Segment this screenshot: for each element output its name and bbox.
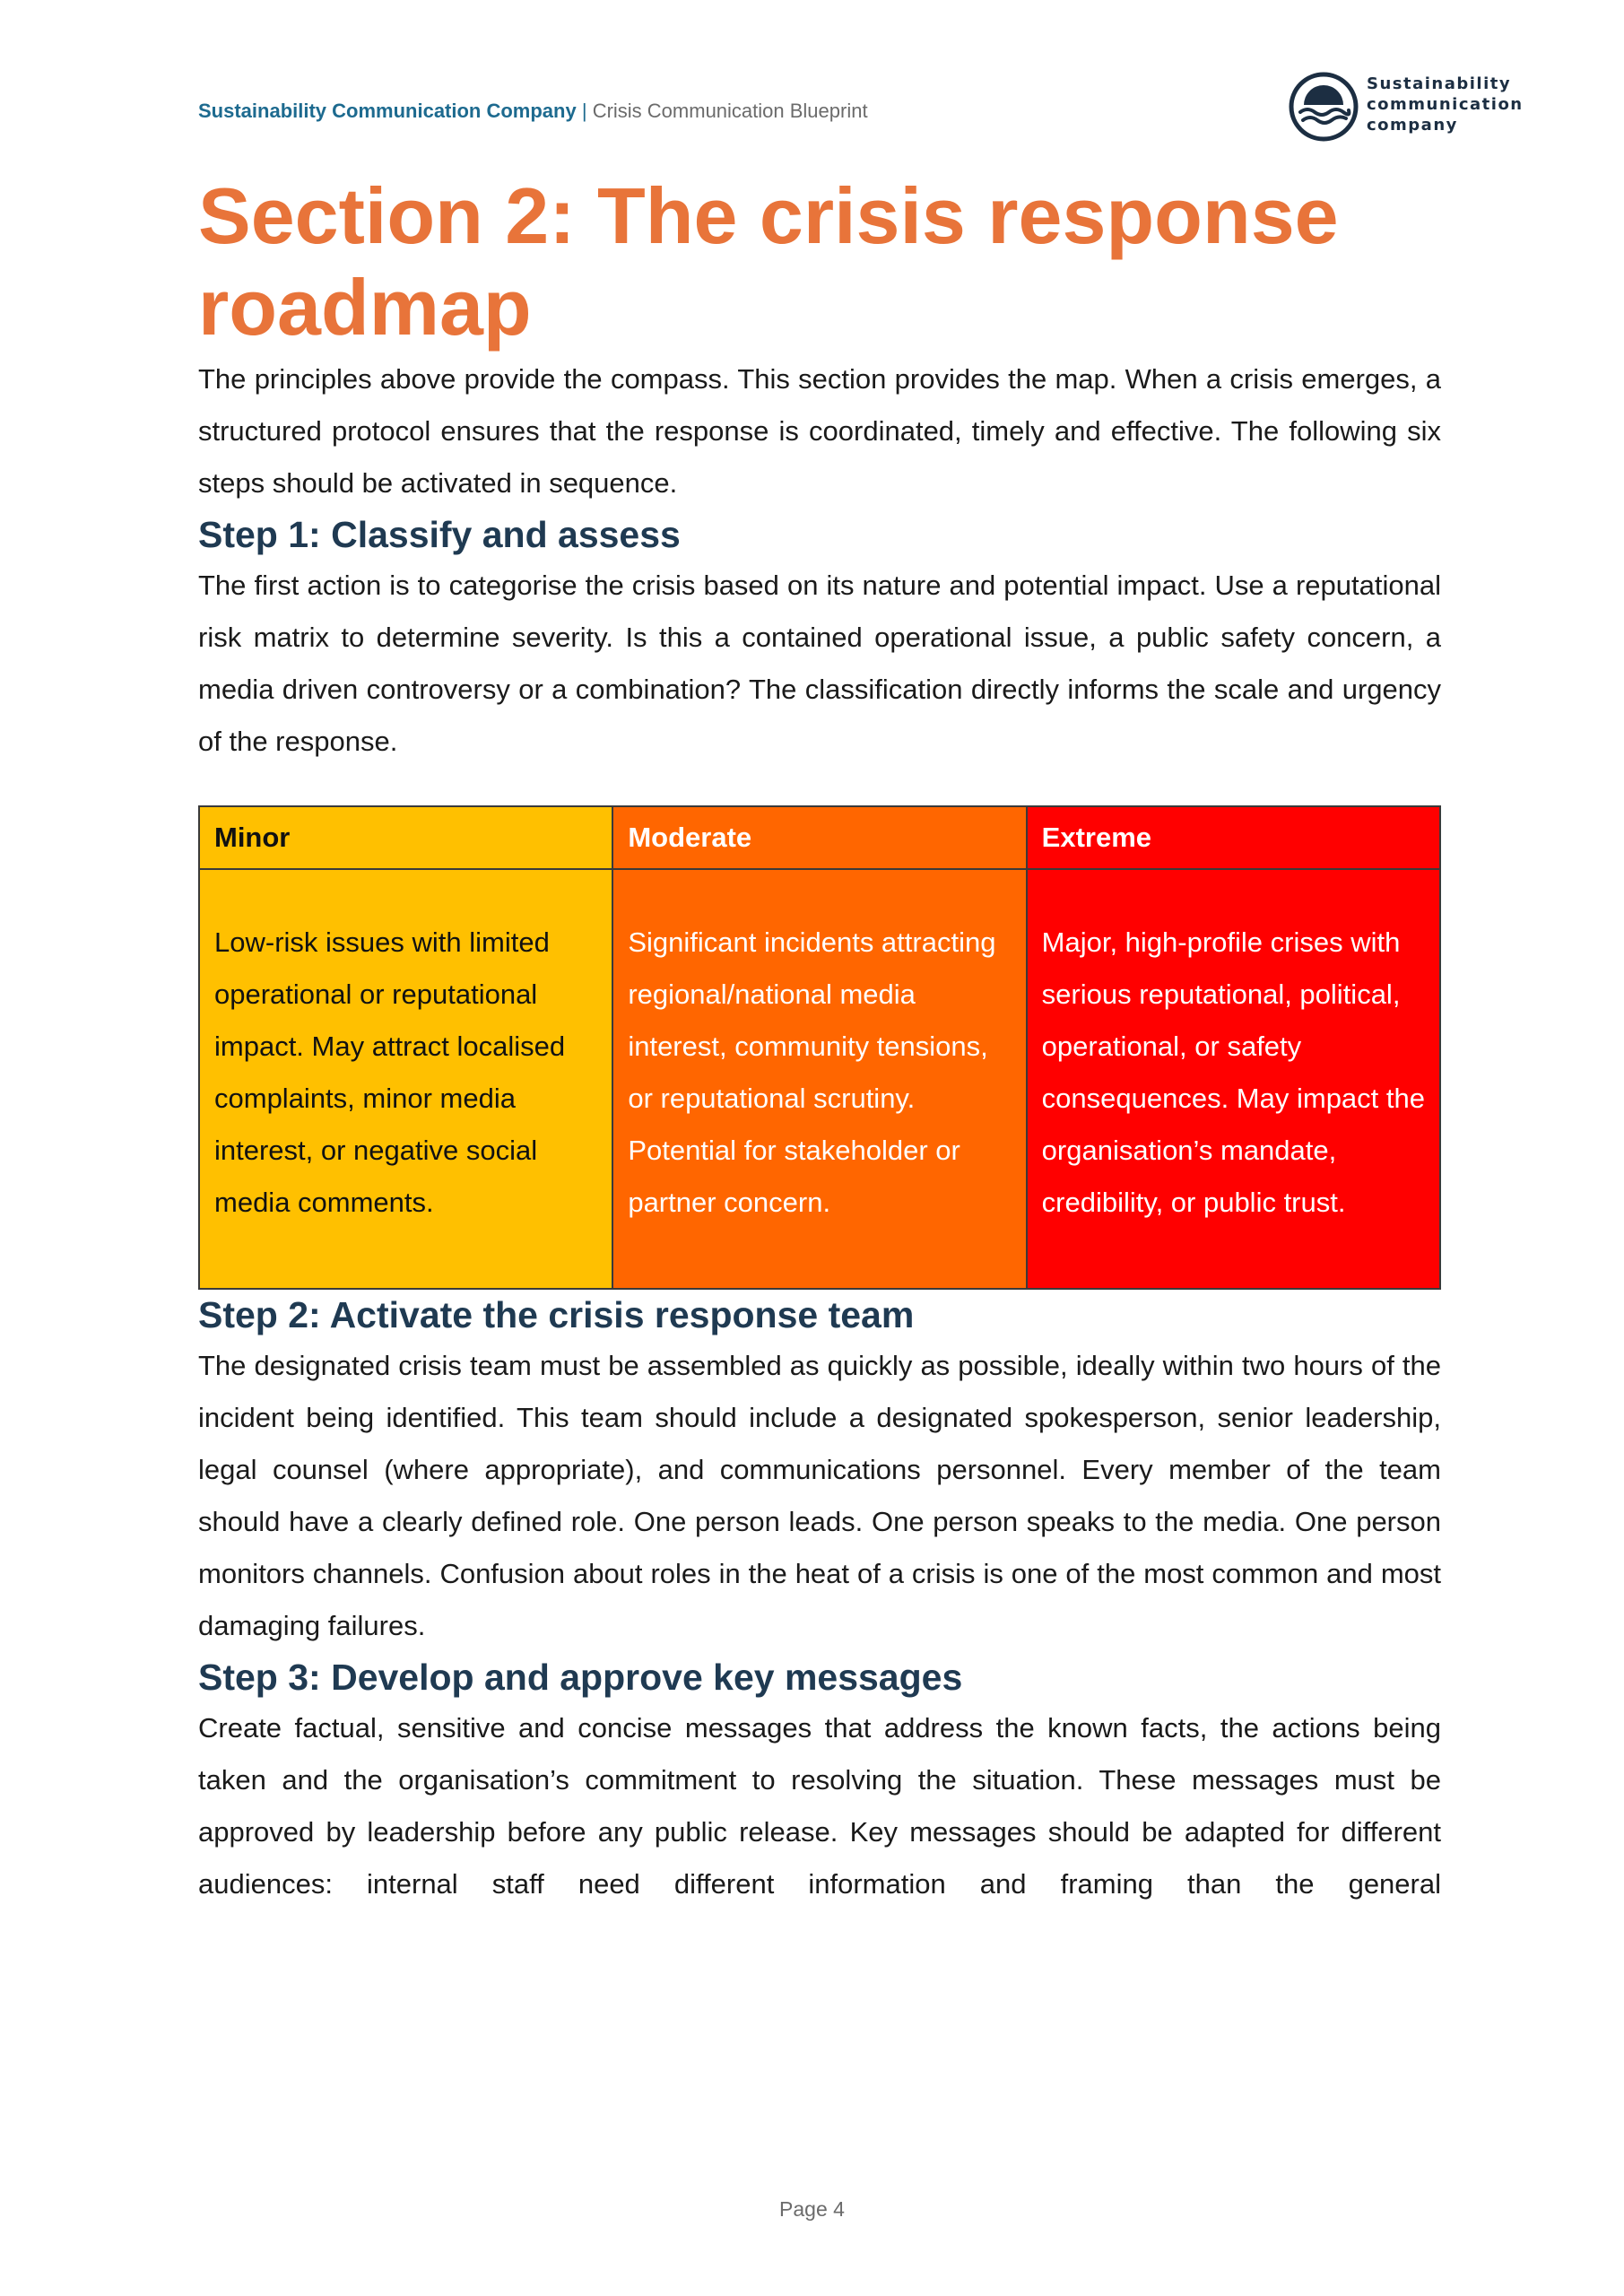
page-content bbox=[198, 170, 1441, 1910]
header-company: Sustainability Communication Company bbox=[198, 100, 577, 122]
running-header bbox=[198, 99, 868, 124]
step-1-paragraph: The first action is to categorise the crisis based on its nature and potential impact. Use a reputational risk matrix to determine severity. Is this a contained operational issue, a public safety concern, a media driven controversy or a combination? The classification directly informs the scale and urgency of the response. bbox=[198, 570, 1441, 757]
step-1-heading: Step 1: Classify and assess bbox=[198, 514, 681, 555]
header-separator: | bbox=[581, 100, 587, 122]
section-title: Section 2: The crisis response roadmap bbox=[198, 171, 1339, 352]
severity-extreme-description: Major, high-profile crises with serious reputational, political, operational, or safety consequences. May impact the organisation’s mandate, credibility, or public trust. bbox=[1027, 869, 1440, 1289]
header-document-title: Crisis Communication Blueprint bbox=[592, 100, 868, 122]
severity-moderate-label: Moderate bbox=[612, 806, 1026, 869]
wave-circle-icon bbox=[1288, 71, 1359, 143]
step-3-heading: Step 3: Develop and approve key messages bbox=[198, 1657, 963, 1698]
step-3-paragraph: Create factual, sensitive and concise messages that address the known facts, the actions being taken and the organisation’s commitment to resolving the situation. These messages must be approved by leadership before any public release. Key messages should be adapted for different audiences: internal staff need different information and framing than the general bbox=[198, 1712, 1441, 1900]
logo-wordmark bbox=[1367, 74, 1524, 135]
severity-description-row bbox=[199, 869, 1440, 1289]
severity-table bbox=[198, 805, 1441, 1290]
logo-line-1: Sustainability bbox=[1367, 74, 1512, 93]
severity-minor-description: Low-risk issues with limited operational or reputational impact. May attract localised complaints, minor media interest, or negative social media comments. bbox=[199, 869, 612, 1289]
step-2-heading: Step 2: Activate the crisis response team bbox=[198, 1294, 915, 1335]
step-2-paragraph: The designated crisis team must be assembled as quickly as possible, ideally within two hours of the incident being identified. This team should include a designated spokesperson, senior leadership, legal counsel (where appropriate), and communications personnel. Every member of the team should have a clearly defined role. One person leads. One person speaks to the media. One person monitors channels. Confusion about roles in the heat of a crisis is one of the most common and most damaging failures. bbox=[198, 1350, 1441, 1641]
severity-header-row bbox=[199, 806, 1440, 869]
severity-moderate-description: Significant incidents attracting regional/national media interest, community tensions, or reputational scrutiny. Potential for stakeholder or partner concern. bbox=[612, 869, 1026, 1289]
severity-minor-label: Minor bbox=[199, 806, 612, 869]
company-logo bbox=[1288, 68, 1557, 145]
severity-extreme-label: Extreme bbox=[1027, 806, 1440, 869]
intro-paragraph: The principles above provide the compass. This section provides the map. When a crisis emerges, a structured protocol ensures that the response is coordinated, timely and effective. The following six steps should be activated in sequence. bbox=[198, 363, 1441, 499]
page-number: Page 4 bbox=[779, 2197, 845, 2221]
logo-line-2: communication bbox=[1367, 95, 1524, 114]
logo-line-3: company bbox=[1367, 116, 1458, 135]
